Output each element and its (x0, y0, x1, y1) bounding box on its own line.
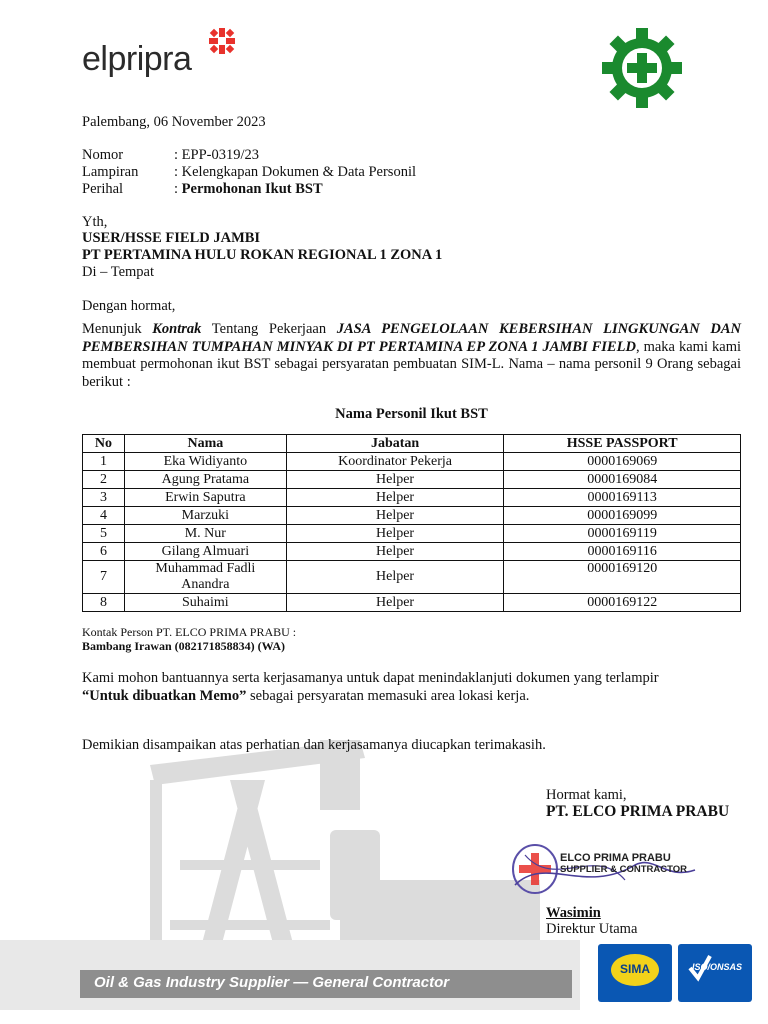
cell-no: 3 (83, 489, 125, 507)
recipient-line-2: PT PERTAMINA HULU ROKAN REGIONAL 1 ZONA 1 (82, 247, 443, 263)
cell-passport: 0000169122 (504, 594, 741, 612)
cell-jabatan: Helper (286, 561, 504, 594)
footer-banner (80, 970, 572, 998)
header-nama: Nama (124, 435, 286, 453)
stamp-text: ELCO PRIMA PRABU SUPPLIER & CONTRACTOR (560, 852, 688, 875)
header-jabatan: Jabatan (286, 435, 504, 453)
cell-no: 1 (83, 453, 125, 471)
di-tempat: Di – Tempat (82, 264, 155, 280)
cell-jabatan: Helper (286, 543, 504, 561)
safety-gear-cross-icon (600, 26, 684, 110)
sima-cert-label: SIMA (620, 962, 650, 976)
body-paragraph: Menunjuk Kontrak Tentang Pekerjaan JASA PENGELOLAAN KEBERSIHAN LINGKUNGAN DAN PEMBERSIHAN TUMPAHAN MINYAK DI PT PERTAMINA EP ZONA 1 JAMBI FIELD, maka kami kami membuat permohonan ikut BST sebagai persyaratan pembuatan SIM-L. Nama – nama personil 9 Orang sebagai berikut : (82, 321, 742, 390)
table-row (83, 561, 741, 594)
cell-jabatan: Helper (286, 471, 504, 489)
closing-line-1: Kami mohon bantuannya serta kerjasamanya untuk dapat menindaklanjuti dokumen yang terlampir (82, 670, 659, 686)
meta-label-perihal: Perihal (82, 181, 124, 197)
cell-passport: 0000169069 (504, 453, 741, 471)
meta-value-perihal: : Permohonan Ikut BST (174, 181, 323, 197)
cell-nama: Eka Widiyanto (124, 453, 286, 471)
contact-label: Kontak Person PT. ELCO PRIMA PRABU : (82, 625, 297, 639)
iso-check-icon (678, 944, 752, 1002)
cell-passport: 0000169116 (504, 543, 741, 561)
cell-nama: Suhaimi (124, 594, 286, 612)
logo-star-icon (205, 26, 239, 56)
signer-title: Direktur Utama (546, 921, 638, 937)
meta-label-nomor: Nomor (82, 147, 124, 163)
closing-line-2: “Untuk dibuatkan Memo” sebagai persyaratan memasuki area lokasi kerja. (82, 688, 530, 704)
company-name: PT. ELCO PRIMA PRABU (546, 803, 730, 820)
meta-value-lampiran: : Kelengkapan Dokumen & Data Personil (174, 164, 417, 180)
signer-name: Wasimin (546, 905, 601, 921)
cell-jabatan: Helper (286, 594, 504, 612)
cell-passport: 0000169113 (504, 489, 741, 507)
cell-no: 6 (83, 543, 125, 561)
company-logo: elpripra (82, 40, 192, 78)
table-row (83, 594, 741, 612)
meta-label-lampiran: Lampiran (82, 164, 139, 180)
cell-no: 8 (83, 594, 125, 612)
cell-nama: Gilang Almuari (124, 543, 286, 561)
signoff: Hormat kami, (546, 787, 627, 803)
cell-jabatan: Helper (286, 525, 504, 543)
cell-no: 5 (83, 525, 125, 543)
salutation-yth: Yth, (82, 214, 108, 230)
contact-value: Bambang Irawan (082171858834) (WA) (82, 639, 286, 653)
iso-cert-label: ISO/ONSAS (691, 962, 742, 972)
cell-no: 2 (83, 471, 125, 489)
cell-passport: 0000169120 (504, 561, 741, 594)
sima-cert-badge (598, 944, 672, 1002)
cell-nama: Marzuki (124, 507, 286, 525)
cell-passport: 0000169084 (504, 471, 741, 489)
cell-nama: Muhammad Fadli Anandra (124, 561, 286, 594)
footer-banner-text: Oil & Gas Industry Supplier — General Contractor (94, 974, 450, 991)
recipient-line-1: USER/HSSE FIELD JAMBI (82, 230, 261, 246)
cell-passport: 0000169119 (504, 525, 741, 543)
table-row (83, 543, 741, 561)
cell-nama: Agung Pratama (124, 471, 286, 489)
cell-no: 7 (83, 561, 125, 594)
table-row (83, 507, 741, 525)
cell-nama: M. Nur (124, 525, 286, 543)
cell-jabatan: Helper (286, 507, 504, 525)
personnel-table (82, 434, 741, 612)
place-date: Palembang, 06 November 2023 (82, 114, 266, 130)
greeting: Dengan hormat, (82, 298, 176, 314)
table-row (83, 525, 741, 543)
closing-line-3: Demikian disampaikan atas perhatian dan kerjasamanya diucapkan terimakasih. (82, 737, 546, 753)
meta-value-nomor: : EPP-0319/23 (174, 147, 259, 163)
cell-nama: Erwin Saputra (124, 489, 286, 507)
cell-jabatan: Koordinator Pekerja (286, 453, 504, 471)
table-row (83, 471, 741, 489)
cell-passport: 0000169099 (504, 507, 741, 525)
cell-jabatan: Helper (286, 489, 504, 507)
table-row (83, 453, 741, 471)
table-header-row (83, 435, 741, 453)
table-row (83, 489, 741, 507)
cell-no: 4 (83, 507, 125, 525)
table-title: Nama Personil Ikut BST (335, 406, 488, 422)
header-no: No (83, 435, 125, 453)
header-passport: HSSE PASSPORT (504, 435, 741, 453)
iso-cert-badge (678, 944, 752, 1002)
